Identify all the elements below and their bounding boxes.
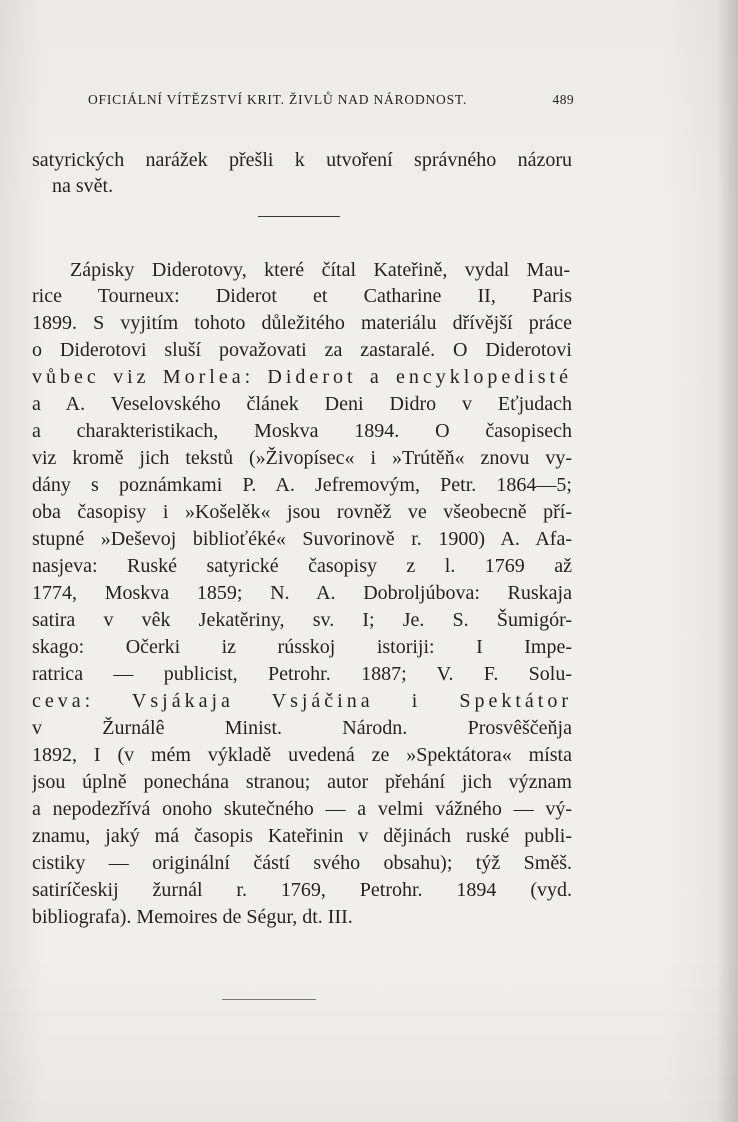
body-line-27: bibliografa). Memoires de Ségur, dt. III.: [32, 906, 353, 928]
body-line-1: satyrických narážek přešli k utvoření správného názoru: [32, 149, 572, 171]
body-line-4: rice Tourneux: Diderot et Catharine II, Paris: [32, 285, 572, 307]
body-line-6: o Diderotovi sluší považovati za zastaralé. O Diderotovi: [32, 339, 572, 361]
body-line-3: Zápisky Diderotovy, které čítal Kateřině, vydal Mau-: [70, 259, 570, 281]
running-header: [88, 92, 574, 108]
body-line-8: a A. Veselovského článek Deni Didro v Eťjudach: [32, 393, 572, 415]
body-line-2: na svět.: [52, 175, 114, 197]
body-line-15: 1774, Moskva 1859; N. A. Dobroljúbova: Ruskaja: [32, 582, 572, 604]
body-line-23: a nepodezřívá onoho skutečného — a velmi vážného — vý-: [32, 798, 572, 820]
header-title: OFICIÁLNÍ VÍTĚZSTVÍ KRIT. ŽIVLŮ NAD NÁRODNOST.: [88, 92, 468, 107]
page-number: 489: [552, 92, 574, 107]
body-line-19: ceva: Vsjákaja Vsjáčina i Spektátor: [32, 690, 572, 712]
body-line-14: nasjeva: Ruské satyrické časopisy z l. 1769 až: [32, 555, 572, 577]
body-line-12: oba časopisy i »Košelěk« jsou rovněž ve všeobecně pří-: [32, 501, 572, 523]
body-line-24: znamu, jaký má časopis Kateřinin v dějinách ruské publi-: [32, 825, 572, 847]
body-line-7: vůbec viz Morlea: Diderot a encyklopedisté: [32, 366, 572, 388]
body-line-25: cistiky — originální částí svého obsahu); týž Směš.: [32, 852, 572, 874]
body-line-17: skago: Očerki iz rússkoj istoriji: I Impe-: [32, 636, 572, 658]
page-edge-shadow: [716, 0, 738, 1122]
body-line-9: a charakteristikach, Moskva 1894. O časopisech: [32, 420, 572, 442]
body-line-26: satiríčeskij žurnál r. 1769, Petrohr. 1894 (vyd.: [32, 879, 572, 901]
section-divider: [258, 216, 340, 217]
body-line-18: ratrica — publicist, Petrohr. 1887; V. F. Solu-: [32, 663, 572, 685]
body-line-11: dány s poznámkami P. A. Jefremovým, Petr. 1864—5;: [32, 474, 572, 496]
body-line-20: v Žurnálê Minist. Národn. Prosvêščeňja: [32, 717, 572, 739]
body-line-10: viz kromě jich tekstů (»Živopísec« i »Trútěň« znovu vy-: [32, 447, 572, 469]
body-line-5: 1899. S vyjitím tohoto důležitého materiálu dřívější práce: [32, 312, 572, 334]
body-line-16: satira v vêk Jekatěriny, sv. I; Je. S. Šumigór-: [32, 609, 572, 631]
body-line-13: stupné »Deševoj biblioťéké« Suvorinově r. 1900) A. Afa-: [32, 528, 572, 550]
footer-rule: [222, 999, 316, 1000]
body-line-21: 1892, I (v mém výkladě uvedená ze »Spektátora« místa: [32, 744, 572, 766]
body-line-22: jsou úplně ponechána stranou; autor přehání jich význam: [32, 771, 572, 793]
